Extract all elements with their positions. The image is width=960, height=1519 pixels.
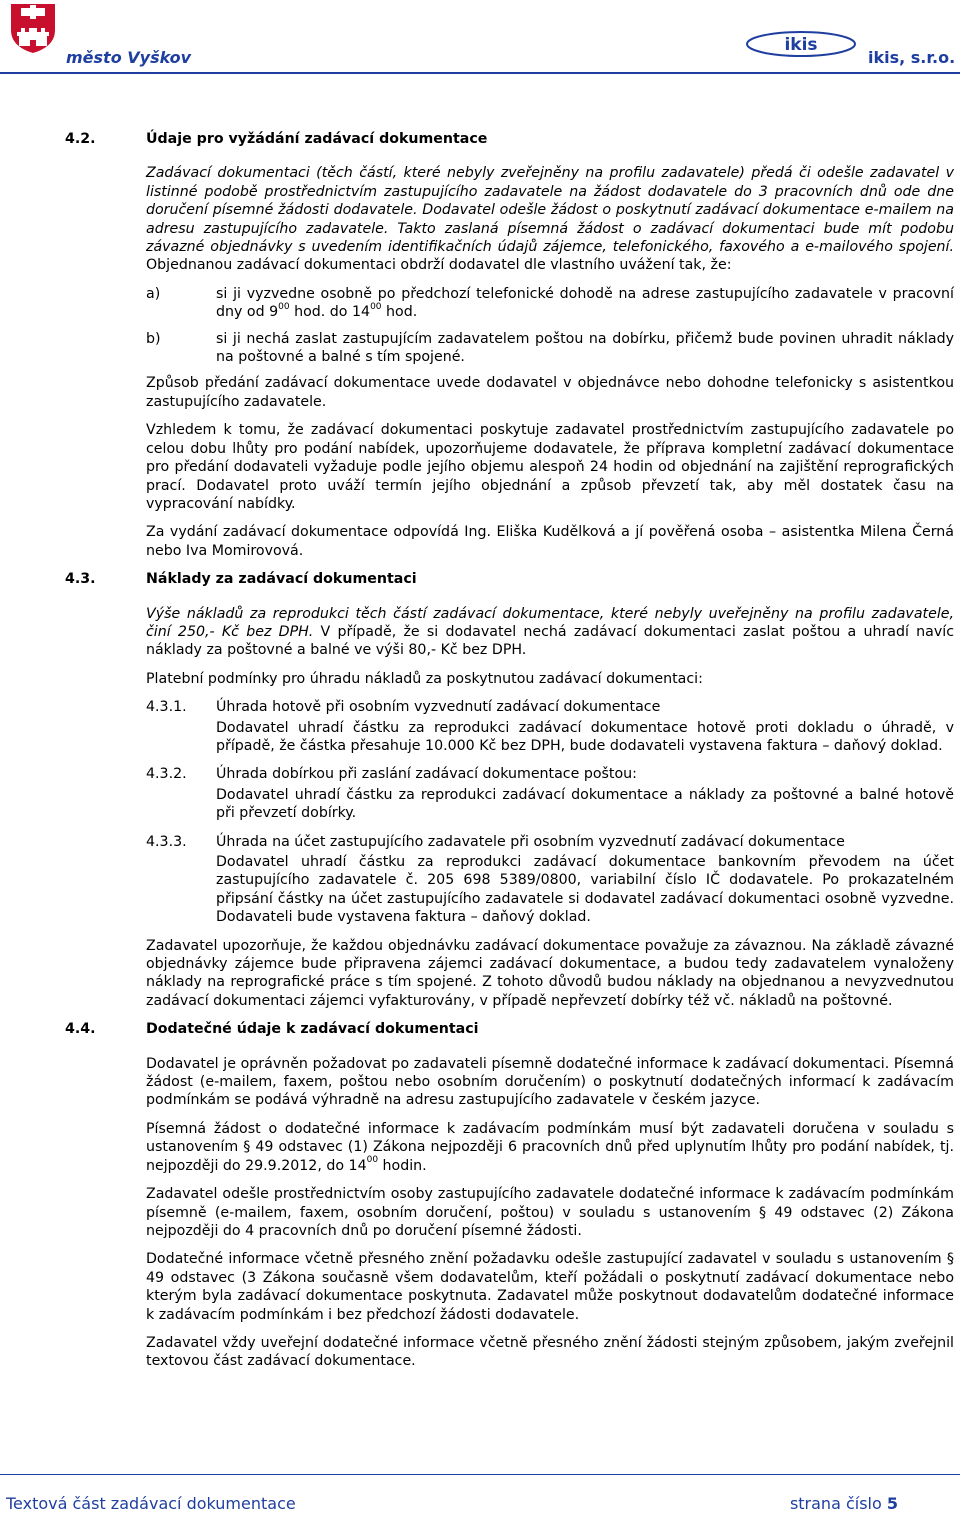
section-heading-4-3 [0,570,960,588]
paragraph: Zadavatel upozorňuje, že každou objednávku zadávací dokumentace považuje za závaznou. Na základě závazné objednávky zájemce bude připravena zájemci zadávací dokumentace, a budou tedy zadavatelem vynaloženy náklady na reprografické práce s tím spojené. Z tohoto důvodů budou náklady na objednanou a nevyzvednutou zadávací dokumentaci zájemci vyfakturovány, v případě nepřevzetí dobírky též vč. nákladů na poštovné. [146,937,954,1009]
section-heading-4-2 [0,130,960,148]
section-number: 4.4. [65,1021,96,1038]
section-heading-4-4 [0,1020,960,1038]
paragraph: Vzhledem k tomu, že zadávací dokumentaci poskytuje zadavatel prostřednictvím zastupujícího zadavatele po celou dobu lhůty pro podání nabídek, upozorňujeme dodavatele, že příprava kompletní zadávací dokumentace pro předání dodavateli vyžaduje podle jejího objemu alespoň 24 hodin od objednání na zajištění reprografických prací. Dodavatel proto uváží termín jejího objednání a způsob převzetí tak, aby měl dostatek času na vypracování nabídky. [146,422,954,512]
paragraph: Výše nákladů za reprodukci těch částí zadávací dokumentace, které nebyly uveřejněny na profilu zadavatele, činí 250,- Kč bez DPH. V případě, že si dodavatel nechá zadávací dokumentaci zaslat poštou a uhradí navíc náklady za poštovné a balné ve výši 80,- Kč bez DPH. [146,605,955,659]
paragraph: Zadavatel odešle prostřednictvím osoby zastupujícího zadavatele dodatečné informace k zadávacím podmínkám písemně (e-mailem, faxem, osobním doručení, poštou) v souladu s ustanovením § 49 odstavec (2) Zákona nejpozději do 4 pracovních dnů po doručení písemné žádosti. [146,1186,954,1239]
list-item-a: a) si ji vyzvedne osobně po předchozí telefonické dohodě na adrese zastupujícího zadavatele v pracovní dny od $9^{00}$ hod. do $14^{00}$ hod. [146,285,954,321]
paragraph: Dodavatel je oprávněn požadovat po zadavateli písemně dodatečné informace k zadávací dokumentaci. Písemná žádost (e-mailem, faxem, poštou nebo osobním doručením) o poskytnutí dodatečných informací k zadávacím podmínkám se podává výhradně na adresu zastupujícího zadavatele v českém jazyce. [146,1055,954,1109]
city-crest-icon [7,2,59,54]
subsection-heading: 4.3.3. Úhrada na účet zastupujícího zadavatele při osobním vyzvednutí zadávací dokumentace [146,833,845,850]
section-number: 4.3. [65,571,96,588]
document-body [0,130,960,1381]
paragraph: Zadavatel vždy uveřejní dodatečné informace včetně přesného znění žádosti stejným způsobem, jakým zveřejnil textovou část zadávací dokumentace. [146,1334,954,1370]
footer-document-title: Textová část zadávací dokumentace [6,1494,296,1513]
section-title: Dodatečné údaje k zadávací dokumentaci [146,1021,479,1038]
header-divider [0,72,960,74]
footer-divider [0,1474,960,1475]
section-number: 4.2. [65,131,96,147]
subsection-body: Dodavatel uhradí částku za reprodukci zadávací dokumentace bankovním převodem na účet zastupujícího zadavatele č. 205 698 5389/0800, variabilní číslo IČ dodavatele. Po prokazatelném připsání částky na účet zastupujícího zadavatele si dodavatel zadávací dokumentaci osobně vyzvedne. Dodavateli bude vystavena faktura – daňový doklad. [216,854,954,926]
company-name: ikis, s.r.o. [868,48,956,67]
page-number: strana číslo 5 [789,1494,898,1513]
page-footer [0,1470,960,1519]
subsection-body: Dodavatel uhradí částku za reprodukci zadávací dokumentace hotově proti dokladu o úhradě, v případě, že částka přesahuje 10.000 Kč bez DPH, bude dodavateli vystavena faktura – daňový doklad. [216,719,954,754]
ikis-logo-icon [745,30,857,58]
paragraph: Zadávací dokumentaci (těch částí, které nebyly zveřejněny na profilu zadavatele) předá či odešle zadavatel v listinné podobě prostřednictvím zastupujícího zadavatele na žádost dodavatele do 3 pracovních dnů ode dne doručení písemné žádosti dodavatele. Dodavatel odešle žádost o poskytnutí zadávací dokumentace e-mailem na adresu zastupujícího zadavatele. Takto zaslaná písemná žádost o zadávací dokumentaci bude mít podobu závazné objednávky s uvedením identifikačních údajů zájemce, telefonického, faxového a e-mailového spojení. Objednanou zadávací dokumentaci obdrží dodavatel dle vlastního uvážení tak, že: [146,165,954,274]
subsection-heading: 4.3.1. Úhrada hotově při osobním vyzvednutí zadávací dokumentace [146,699,661,716]
paragraph: Způsob předání zadávací dokumentace uvede dodavatel v objednávce nebo dohodne telefonicky s asistentkou zastupujícího zadavatele. [146,375,954,410]
paragraph: Písemná žádost o dodatečné informace k zadávacím podmínkám musí být zadavateli doručena v souladu s ustanovením § 49 odstavec (1) Zákona nejpozději 6 pracovních dnů před uplynutím lhůty pro podání nabídek, tj. nejpozději do 29.9.2012, do $14^{00}$ hodin. [146,1120,954,1174]
page-header [0,0,960,80]
paragraph: Dodatečné informace včetně přesného znění požadavku odešle zastupující zadavatel v souladu s ustanovením § 49 odstavec (3 Zákona současně všem dodavatelům, kteří požádali o poskytnutí zadávací dokumentace nebo kterým byla zadávací dokumentace poskytnuta. Zadavatel může poskytnout dodavatelům dodatečné informace k zadávacím podmínkám i bez předchozí žádosti dodavatele. [146,1251,954,1323]
city-name: město Vyškov [66,48,192,67]
list-item-b: b) si ji nechá zaslat zastupujícím zadavatelem poštou na dobírku, přičemž bude povinen uhradit náklady na poštovné a balné s tím spojené. [146,330,954,366]
logo-text: ikis [784,35,818,55]
section-title: Údaje pro vyžádání zadávací dokumentace [146,131,488,147]
subsection-body: Dodavatel uhradí částku za reprodukci zadávací dokumentace a náklady za poštovné a balné hotově při převzetí dobírky. [216,786,954,822]
section-title: Náklady za zadávací dokumentaci [146,571,417,588]
paragraph: Platební podmínky pro úhradu nákladů za poskytnutou zadávací dokumentaci: [146,670,703,687]
paragraph: Za vydání zadávací dokumentace odpovídá Ing. Eliška Kudělková a jí pověřená osoba – asistentka Milena Černá nebo Iva Momirovová. [146,524,954,559]
subsection-heading: 4.3.2. Úhrada dobírkou při zaslání zadávací dokumentace poštou: [146,766,637,783]
